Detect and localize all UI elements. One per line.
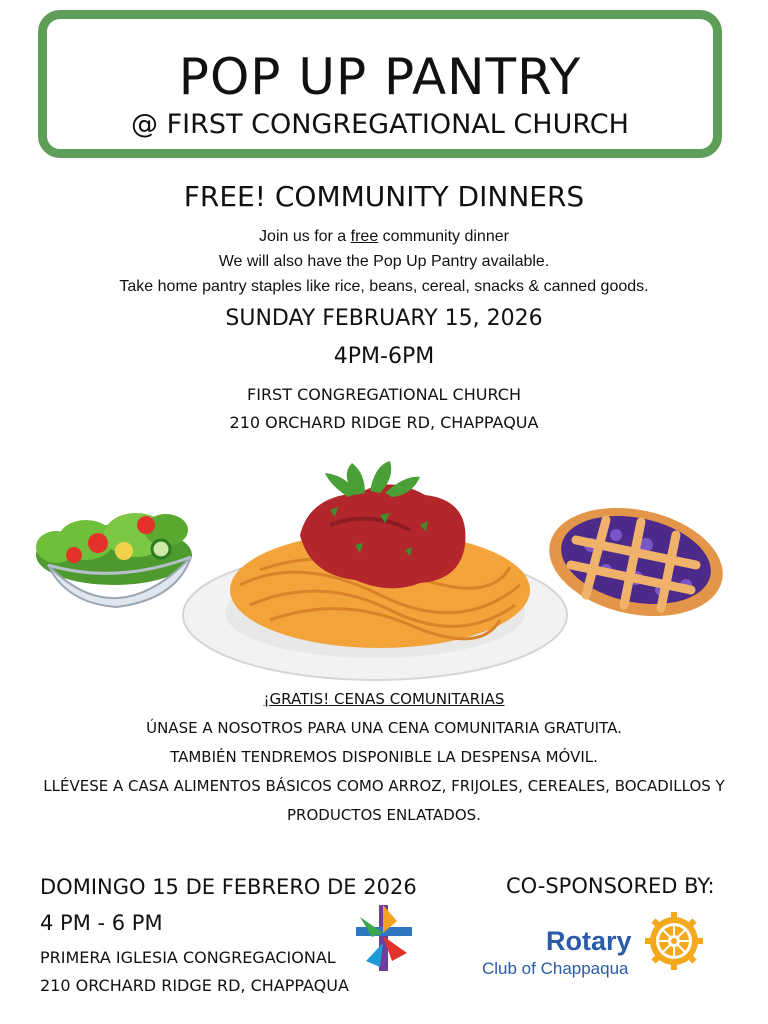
- english-line-2: We will also have the Pop Up Pantry available.: [218, 253, 550, 270]
- page-subtitle: @ FIRST CONGREGATIONAL CHURCH: [131, 109, 629, 140]
- english-time: 4PM-6PM: [333, 344, 435, 369]
- spanish-block: [0, 685, 768, 830]
- church-cross-icon: [352, 903, 414, 973]
- english-address: 210 ORCHARD RIDGE RD, CHAPPAQUA: [229, 413, 539, 432]
- rotary-logo-word: Rotary: [546, 926, 632, 956]
- spanish-date: DOMINGO 15 DE FEBRERO DE 2026: [40, 875, 417, 899]
- salad-icon: [26, 485, 198, 615]
- header-box: [38, 10, 722, 158]
- english-line-3: Take home pantry staples like rice, beans, cereal, snacks & canned goods.: [119, 278, 649, 295]
- rotary-logo-subtitle: Club of Chappaqua: [482, 959, 629, 978]
- english-body: [0, 224, 768, 299]
- spanish-time: 4 PM - 6 PM: [40, 911, 163, 935]
- blueberry-pie-icon: [546, 500, 726, 620]
- english-heading: FREE! COMMUNITY DINNERS: [183, 180, 585, 213]
- free-emphasis: free: [350, 228, 379, 245]
- english-place: FIRST CONGREGATIONAL CHURCH: [247, 385, 521, 404]
- spanish-heading: ¡GRATIS! CENAS COMUNITARIAS: [263, 690, 505, 708]
- rotary-wheel-icon: [645, 912, 703, 970]
- english-date: SUNDAY FEBRUARY 15, 2026: [225, 306, 543, 331]
- page-title: POP UP PANTRY: [178, 48, 582, 106]
- spaghetti-icon: [180, 455, 570, 685]
- spanish-address: 210 ORCHARD RIDGE RD, CHAPPAQUA: [40, 976, 349, 995]
- spanish-place: PRIMERA IGLESIA CONGREGACIONAL: [40, 948, 336, 967]
- spanish-line-4: PRODUCTOS ENLATADOS.: [287, 806, 481, 824]
- spanish-line-3: LLÉVESE A CASA ALIMENTOS BÁSICOS COMO ARROZ, FRIJOLES, CEREALES, BOCADILLOS Y: [43, 777, 725, 795]
- spanish-line-2: TAMBIÉN TENDREMOS DISPONIBLE LA DESPENSA MÓVIL.: [170, 748, 598, 766]
- spanish-line-1: ÚNASE A NOSOTROS PARA UNA CENA COMUNITARIA GRATUITA.: [146, 719, 622, 737]
- cosponsor-label: CO-SPONSORED BY:: [506, 874, 715, 898]
- english-line-1: Join us for a free community dinner: [259, 228, 509, 245]
